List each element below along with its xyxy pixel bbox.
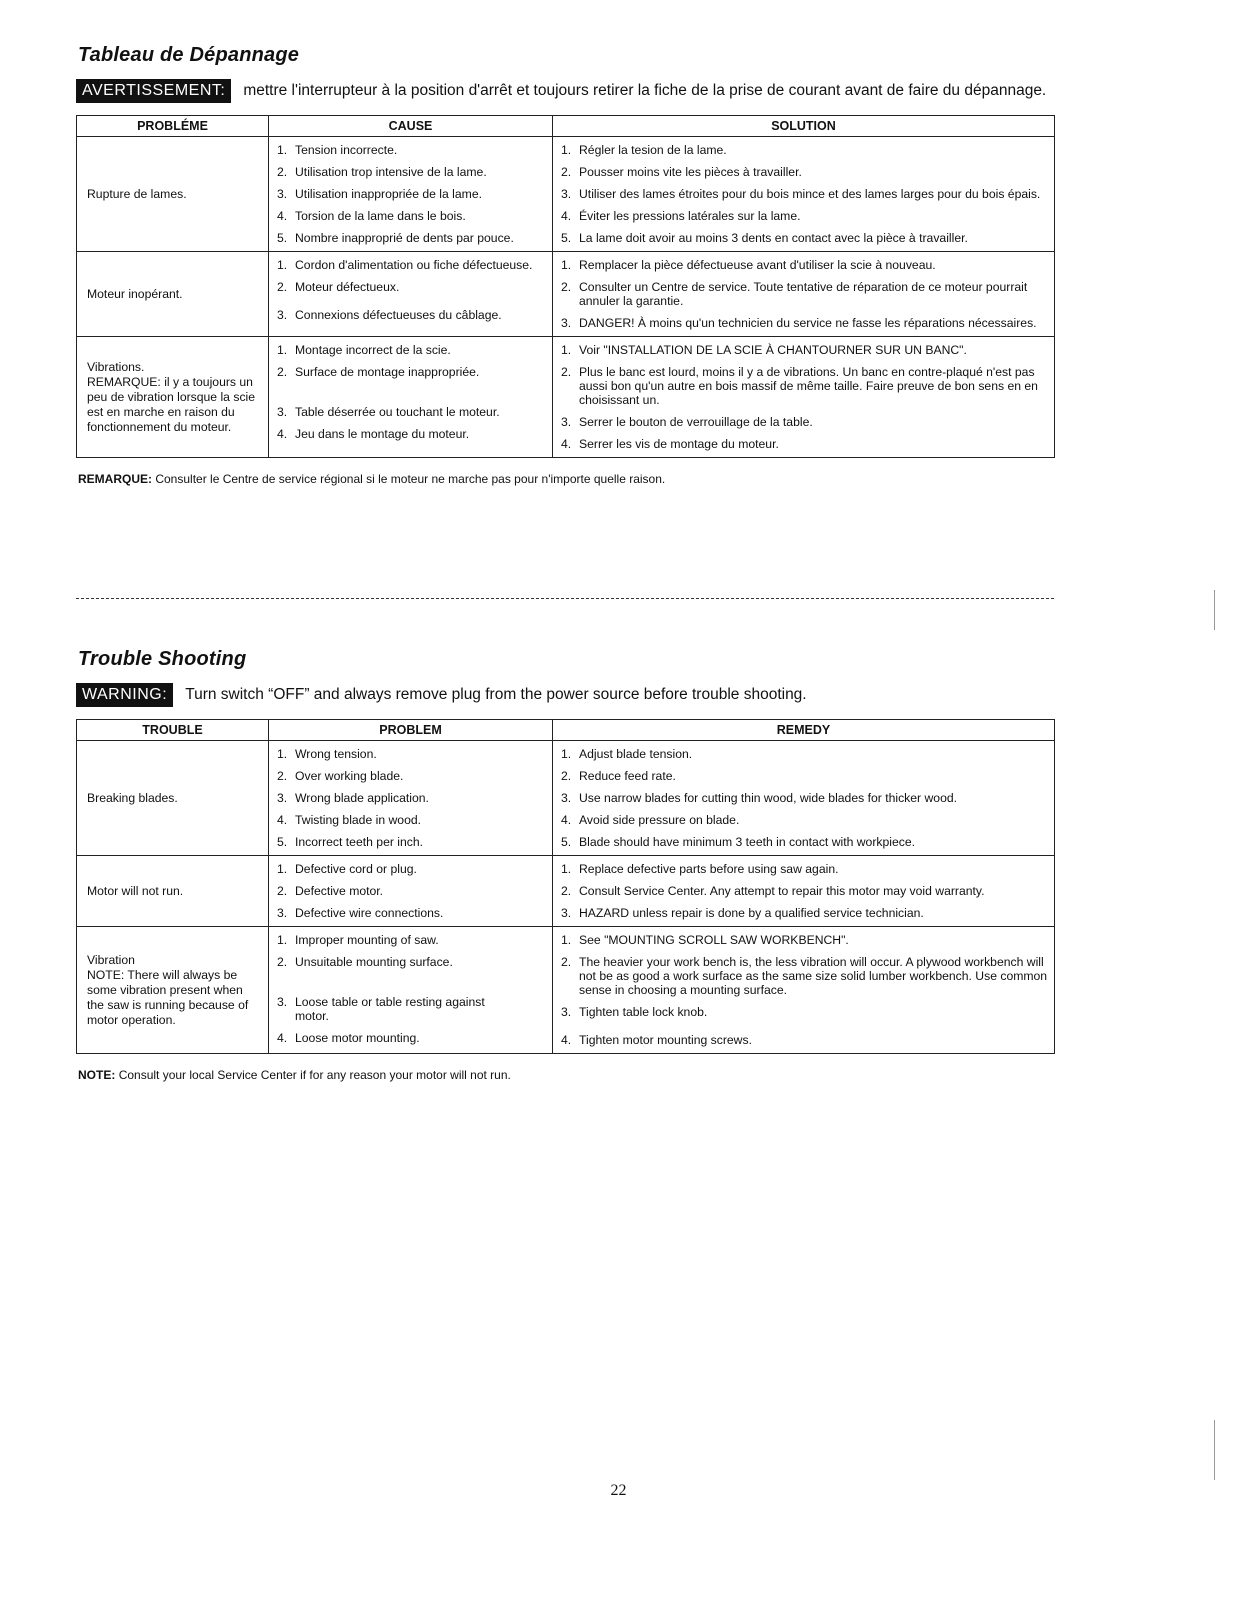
trouble-cell: Moteur inopérant. bbox=[77, 252, 269, 337]
fr-header-row bbox=[77, 116, 1055, 137]
fr-col-header-trouble: PROBLÉME bbox=[77, 116, 269, 137]
fr-col-header-solution: SOLUTION bbox=[553, 116, 1055, 137]
cause-cell bbox=[269, 252, 553, 337]
fr-col-header-cause: CAUSE bbox=[269, 116, 553, 137]
list-item: 3. Utilisation inappropriée de la lame. bbox=[277, 187, 482, 201]
list-item: 5. Nombre inapproprié de dents par pouce. bbox=[277, 231, 514, 245]
remedy-cell bbox=[553, 927, 1055, 1054]
en-col-header-trouble: TROUBLE bbox=[77, 720, 269, 741]
trouble-cell: Breaking blades. bbox=[77, 741, 269, 856]
list-item: 2. Consulter un Centre de service. Toute tentative de réparation de ce moteur pourrait annuler la garantie. bbox=[561, 280, 1028, 308]
fr-warning-text: mettre l'interrupteur à la position d'arrêt et toujours retirer la fiche de la prise de courant avant de faire du dépannage. bbox=[243, 82, 1047, 99]
list-item: 5. La lame doit avoir au moins 3 dents en contact avec la pièce à travailler. bbox=[561, 231, 968, 245]
list-item: 1. Cordon d'alimentation ou fiche défectueuse. bbox=[277, 258, 533, 272]
en-header-row bbox=[77, 720, 1055, 741]
en-col-header-problem: PROBLEM bbox=[269, 720, 553, 741]
en-troubleshooting-table bbox=[76, 719, 1055, 1054]
scan-edge-mark bbox=[1214, 590, 1215, 630]
trouble-note: NOTE: There will always be some vibration present when the saw is running because of motor operation. bbox=[87, 967, 249, 1027]
problem-cell bbox=[269, 856, 553, 927]
list-item: 5. Blade should have minimum 3 teeth in contact with workpiece. bbox=[561, 835, 916, 849]
fr-footnote bbox=[78, 472, 1054, 486]
en-footnote bbox=[78, 1068, 1054, 1082]
en-footnote-text: Consult your local Service Center if for any reason your motor will not run. bbox=[118, 1068, 511, 1082]
english-section bbox=[76, 648, 1054, 1082]
fr-footnote-label: REMARQUE: bbox=[78, 472, 152, 486]
list-item: 4. Loose motor mounting. bbox=[277, 1031, 420, 1045]
list-item: 1. Voir "INSTALLATION DE LA SCIE À CHANTOURNER SUR UN BANC". bbox=[561, 343, 967, 357]
list-item: 3. Tighten table lock knob. bbox=[561, 1005, 708, 1019]
list-item: 1. Régler la tesion de la lame. bbox=[561, 143, 727, 157]
solution-cell bbox=[553, 337, 1055, 458]
list-item: 3. Connexions défectueuses du câblage. bbox=[277, 308, 502, 322]
scan-edge-mark bbox=[1214, 1420, 1215, 1480]
en-col-header-remedy: REMEDY bbox=[553, 720, 1055, 741]
list-item: 2. Moteur défectueux. bbox=[277, 280, 400, 294]
list-item: 2. Defective motor. bbox=[277, 884, 384, 898]
list-item: 2. Reduce feed rate. bbox=[561, 769, 676, 783]
list-item: 4. Jeu dans le montage du moteur. bbox=[277, 427, 470, 441]
list-item: 1. Replace defective parts before using saw again. bbox=[561, 862, 839, 876]
list-item: 4. Torsion de la lame dans le bois. bbox=[277, 209, 466, 223]
list-item: 4. Tighten motor mounting screws. bbox=[561, 1033, 752, 1047]
page-number: 22 bbox=[610, 1482, 627, 1499]
trouble-cell: Motor will not run. bbox=[77, 856, 269, 927]
list-item: 3. Serrer le bouton de verrouillage de la table. bbox=[561, 415, 813, 429]
list-item: 2. Over working blade. bbox=[277, 769, 404, 783]
trouble-label: Vibration bbox=[87, 952, 135, 967]
table-row bbox=[77, 252, 1055, 337]
table-row bbox=[77, 337, 1055, 458]
remedy-cell bbox=[553, 856, 1055, 927]
remedy-cell bbox=[553, 741, 1055, 856]
list-item: 1. Remplacer la pièce défectueuse avant d'utiliser la scie à nouveau. bbox=[561, 258, 936, 272]
list-item: 1. Improper mounting of saw. bbox=[277, 933, 439, 947]
solution-cell bbox=[553, 252, 1055, 337]
en-warning-text: Turn switch “OFF” and always remove plug from the power source before trouble shooting. bbox=[185, 686, 807, 703]
en-title: Trouble Shooting bbox=[78, 648, 247, 670]
table-row bbox=[77, 741, 1055, 856]
table-row bbox=[77, 137, 1055, 252]
fr-warning-badge: AVERTISSEMENT: bbox=[76, 79, 231, 103]
list-item: 3. Utiliser des lames étroites pour du bois mince et des lames larges pour du bois épais. bbox=[561, 187, 1041, 201]
trouble-cell bbox=[77, 337, 269, 458]
en-warning-badge: WARNING: bbox=[76, 683, 173, 707]
list-item: 4. Éviter les pressions latérales sur la lame. bbox=[561, 209, 801, 223]
list-item: 5. Incorrect teeth per inch. bbox=[277, 835, 424, 849]
list-item: 3. Loose table or table resting against motor. bbox=[277, 995, 485, 1023]
list-item: 2. The heavier your work bench is, the less vibration will occur. A plywood workbench will not be as good a work surface as the same size solid lumber workbench. Use common sense in choosing a mounting surface. bbox=[561, 955, 1048, 997]
list-item: 3. HAZARD unless repair is done by a qualified service technician. bbox=[561, 906, 924, 920]
list-item: 4. Twisting blade in wood. bbox=[277, 813, 422, 827]
list-item: 1. Montage incorrect de la scie. bbox=[277, 343, 451, 357]
table-row bbox=[77, 856, 1055, 927]
list-item: 3. DANGER! À moins qu'un technicien du service ne fasse les réparations nécessaires. bbox=[561, 316, 1037, 330]
trouble-cell: Rupture de lames. bbox=[77, 137, 269, 252]
section-divider bbox=[76, 598, 1054, 599]
en-footnote-label: NOTE: bbox=[78, 1068, 116, 1082]
list-item: 1. Tension incorrecte. bbox=[277, 143, 398, 157]
list-item: 3. Defective wire connections. bbox=[277, 906, 444, 920]
list-item: 3. Use narrow blades for cutting thin wood, wide blades for thicker wood. bbox=[561, 791, 958, 805]
list-item: 1. See "MOUNTING SCROLL SAW WORKBENCH". bbox=[561, 933, 849, 947]
list-item: 2. Unsuitable mounting surface. bbox=[277, 955, 453, 969]
list-item: 2. Pousser moins vite les pièces à travailler. bbox=[561, 165, 802, 179]
list-item: 2. Plus le banc est lourd, moins il y a de vibrations. Un banc en contre-plaqué n'est pas aussi bon qu'un autre en bois massif de même taille. Faire preuve de bon sens en en choisissant un. bbox=[561, 365, 1038, 407]
list-item: 1. Wrong tension. bbox=[277, 747, 377, 761]
en-warning bbox=[76, 683, 1054, 707]
trouble-cell bbox=[77, 927, 269, 1054]
table-row bbox=[77, 927, 1055, 1054]
list-item: 2. Utilisation trop intensive de la lame. bbox=[277, 165, 487, 179]
list-item: 1. Adjust blade tension. bbox=[561, 747, 693, 761]
list-item: 2. Consult Service Center. Any attempt to repair this motor may void warranty. bbox=[561, 884, 985, 898]
cause-cell bbox=[269, 337, 553, 458]
fr-footnote-text: Consulter le Centre de service régional si le moteur ne marche pas pour n'importe quelle raison. bbox=[155, 472, 666, 486]
french-section bbox=[76, 44, 1054, 486]
list-item: 2. Surface de montage inappropriée. bbox=[277, 365, 480, 379]
trouble-note: REMARQUE: il y a toujours un peu de vibration lorsque la scie est en marche en raison du fonctionnement du moteur. bbox=[87, 374, 256, 434]
list-item: 3. Wrong blade application. bbox=[277, 791, 429, 805]
solution-cell bbox=[553, 137, 1055, 252]
list-item: 3. Table déserrée ou touchant le moteur. bbox=[277, 405, 500, 419]
problem-cell bbox=[269, 927, 553, 1054]
problem-cell bbox=[269, 741, 553, 856]
trouble-label: Vibrations. bbox=[87, 359, 145, 374]
fr-title: Tableau de Dépannage bbox=[78, 44, 300, 66]
list-item: 4. Avoid side pressure on blade. bbox=[561, 813, 740, 827]
fr-warning bbox=[76, 79, 1054, 103]
list-item: 1. Defective cord or plug. bbox=[277, 862, 417, 876]
list-item: 4. Serrer les vis de montage du moteur. bbox=[561, 437, 779, 451]
cause-cell bbox=[269, 137, 553, 252]
fr-troubleshooting-table bbox=[76, 115, 1055, 458]
